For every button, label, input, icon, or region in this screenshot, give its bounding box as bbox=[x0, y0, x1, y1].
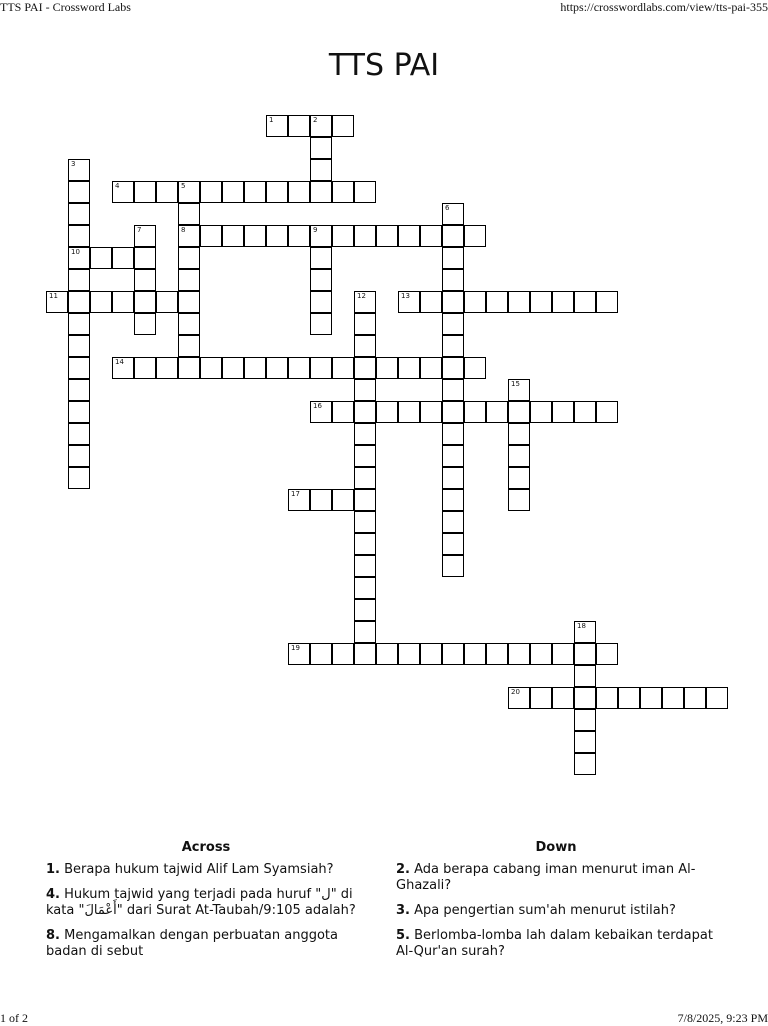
crossword-cell[interactable] bbox=[134, 313, 156, 335]
crossword-cell[interactable] bbox=[200, 181, 222, 203]
crossword-cell[interactable] bbox=[354, 423, 376, 445]
clue-number-label: 14 bbox=[115, 358, 124, 366]
crossword-cell[interactable] bbox=[508, 291, 530, 313]
crossword-cell[interactable] bbox=[244, 225, 266, 247]
crossword-cell[interactable] bbox=[508, 401, 530, 423]
clue-text: Berapa hukum tajwid Alif Lam Syamsiah? bbox=[64, 862, 334, 877]
crossword-cell[interactable] bbox=[442, 401, 464, 423]
crossword-cell[interactable] bbox=[354, 445, 376, 467]
crossword-cell[interactable] bbox=[442, 203, 464, 225]
crossword-cell[interactable] bbox=[420, 401, 442, 423]
crossword-cell[interactable] bbox=[332, 357, 354, 379]
crossword-cell[interactable] bbox=[156, 181, 178, 203]
crossword-cell[interactable] bbox=[464, 643, 486, 665]
crossword-cell[interactable] bbox=[68, 203, 90, 225]
crossword-cell[interactable] bbox=[178, 291, 200, 313]
clue-number-label: 6 bbox=[445, 204, 450, 212]
crossword-cell[interactable] bbox=[618, 687, 640, 709]
crossword-cell[interactable] bbox=[178, 225, 200, 247]
crossword-cell[interactable] bbox=[464, 401, 486, 423]
page-url[interactable]: https://crosswordlabs.com/view/tts-pai-355 bbox=[560, 0, 768, 14]
crossword-cell[interactable] bbox=[310, 401, 332, 423]
crossword-cell[interactable] bbox=[134, 357, 156, 379]
crossword-cell[interactable] bbox=[398, 225, 420, 247]
crossword-cell[interactable] bbox=[354, 599, 376, 621]
crossword-cell[interactable] bbox=[288, 489, 310, 511]
crossword-cell[interactable] bbox=[222, 181, 244, 203]
crossword-cell[interactable] bbox=[332, 181, 354, 203]
crossword-cell[interactable] bbox=[178, 247, 200, 269]
crossword-cell[interactable] bbox=[156, 291, 178, 313]
crossword-cell[interactable] bbox=[222, 357, 244, 379]
crossword-cell[interactable] bbox=[530, 687, 552, 709]
crossword-cell[interactable] bbox=[574, 621, 596, 643]
crossword-cell[interactable] bbox=[68, 291, 90, 313]
clue-number-label: 3 bbox=[71, 160, 76, 168]
crossword-cell[interactable] bbox=[398, 643, 420, 665]
crossword-cell[interactable] bbox=[68, 269, 90, 291]
crossword-cell[interactable] bbox=[68, 423, 90, 445]
clue-number-label: 20 bbox=[511, 688, 520, 696]
crossword-cell[interactable] bbox=[442, 225, 464, 247]
crossword-cell[interactable] bbox=[354, 181, 376, 203]
crossword-cell[interactable] bbox=[596, 401, 618, 423]
crossword-cell[interactable] bbox=[332, 225, 354, 247]
crossword-cell[interactable] bbox=[354, 379, 376, 401]
crossword-cell[interactable] bbox=[68, 335, 90, 357]
crossword-cell[interactable] bbox=[310, 489, 332, 511]
clue-number-label: 12 bbox=[357, 292, 366, 300]
puzzle-title: TTS PAI bbox=[328, 48, 440, 83]
crossword-cell[interactable] bbox=[354, 313, 376, 335]
crossword-cell[interactable] bbox=[552, 687, 574, 709]
crossword-cell[interactable] bbox=[134, 247, 156, 269]
clue-number-label: 7 bbox=[137, 226, 142, 234]
crossword-cell[interactable] bbox=[574, 753, 596, 775]
crossword-cell[interactable] bbox=[68, 181, 90, 203]
crossword-cell[interactable] bbox=[134, 291, 156, 313]
crossword-cell[interactable] bbox=[464, 291, 486, 313]
crossword-cell[interactable] bbox=[200, 357, 222, 379]
crossword-cell[interactable] bbox=[178, 313, 200, 335]
crossword-cell[interactable] bbox=[508, 379, 530, 401]
crossword-cell[interactable] bbox=[332, 489, 354, 511]
crossword-cell[interactable] bbox=[288, 225, 310, 247]
crossword-cell[interactable] bbox=[442, 445, 464, 467]
across-heading: Across bbox=[181, 840, 231, 855]
crossword-cell[interactable] bbox=[354, 577, 376, 599]
clue-number-label: 17 bbox=[291, 490, 300, 498]
crossword-cell[interactable] bbox=[552, 401, 574, 423]
crossword-cell[interactable] bbox=[420, 643, 442, 665]
page-title-header: TTS PAI - Crossword Labs bbox=[0, 0, 131, 14]
crossword-cell[interactable] bbox=[508, 467, 530, 489]
crossword-cell[interactable] bbox=[354, 335, 376, 357]
clue-number-label: 11 bbox=[49, 292, 58, 300]
crossword-cell[interactable] bbox=[442, 335, 464, 357]
crossword-cell[interactable] bbox=[310, 313, 332, 335]
crossword-cell[interactable] bbox=[508, 687, 530, 709]
clue-number: 3. bbox=[396, 903, 410, 918]
crossword-cell[interactable] bbox=[112, 181, 134, 203]
crossword-cell[interactable] bbox=[420, 225, 442, 247]
crossword-cell[interactable] bbox=[442, 291, 464, 313]
crossword-cell[interactable] bbox=[354, 489, 376, 511]
crossword-cell[interactable] bbox=[288, 643, 310, 665]
crossword-cell[interactable] bbox=[354, 291, 376, 313]
crossword-cell[interactable] bbox=[442, 555, 464, 577]
crossword-cell[interactable] bbox=[508, 643, 530, 665]
across-clues bbox=[46, 840, 366, 969]
clue-number-label: 15 bbox=[511, 380, 520, 388]
crossword-cell[interactable] bbox=[354, 533, 376, 555]
crossword-cell[interactable] bbox=[310, 357, 332, 379]
clue-down-2 bbox=[396, 862, 716, 894]
crossword-cell[interactable] bbox=[266, 181, 288, 203]
crossword-cell[interactable] bbox=[354, 467, 376, 489]
crossword-cell[interactable] bbox=[68, 313, 90, 335]
print-timestamp: 7/8/2025, 9:23 PM bbox=[677, 1011, 768, 1025]
crossword-cell[interactable] bbox=[112, 247, 134, 269]
crossword-cell[interactable] bbox=[288, 115, 310, 137]
crossword-cell[interactable] bbox=[68, 379, 90, 401]
crossword-cell[interactable] bbox=[464, 357, 486, 379]
crossword-cell[interactable] bbox=[420, 357, 442, 379]
crossword-cell[interactable] bbox=[486, 643, 508, 665]
crossword-cell[interactable] bbox=[442, 423, 464, 445]
clue-number-label: 19 bbox=[291, 644, 300, 652]
clue-number-label: 1 bbox=[269, 116, 274, 124]
crossword-cell[interactable] bbox=[552, 643, 574, 665]
crossword-cell[interactable] bbox=[596, 687, 618, 709]
crossword-cell[interactable] bbox=[596, 643, 618, 665]
clue-number-label: 16 bbox=[313, 402, 322, 410]
crossword-cell[interactable] bbox=[156, 357, 178, 379]
crossword-cell[interactable] bbox=[574, 731, 596, 753]
crossword-cell[interactable] bbox=[640, 687, 662, 709]
crossword-cell[interactable] bbox=[68, 159, 90, 181]
crossword-cell[interactable] bbox=[68, 401, 90, 423]
crossword-cell[interactable] bbox=[354, 401, 376, 423]
clue-number-label: 13 bbox=[401, 292, 410, 300]
crossword-cell[interactable] bbox=[90, 247, 112, 269]
crossword-cell[interactable] bbox=[310, 225, 332, 247]
crossword-cell[interactable] bbox=[310, 247, 332, 269]
crossword-cell[interactable] bbox=[46, 291, 68, 313]
crossword-cell[interactable] bbox=[376, 225, 398, 247]
crossword-cell[interactable] bbox=[376, 643, 398, 665]
crossword-cell[interactable] bbox=[310, 159, 332, 181]
clue-number: 1. bbox=[46, 862, 60, 877]
clue-text: Berlomba-lomba lah dalam kebaikan terdapat Al-Qur'an surah? bbox=[396, 928, 713, 959]
crossword-cell[interactable] bbox=[354, 357, 376, 379]
crossword-cell[interactable] bbox=[288, 181, 310, 203]
crossword-cell[interactable] bbox=[442, 489, 464, 511]
crossword-cell[interactable] bbox=[68, 225, 90, 247]
crossword-cell[interactable] bbox=[134, 269, 156, 291]
crossword-cell[interactable] bbox=[442, 643, 464, 665]
crossword-cell[interactable] bbox=[552, 291, 574, 313]
crossword-cell[interactable] bbox=[178, 357, 200, 379]
crossword-cell[interactable] bbox=[464, 225, 486, 247]
crossword-cell[interactable] bbox=[354, 621, 376, 643]
crossword-cell[interactable] bbox=[398, 401, 420, 423]
crossword-cell[interactable] bbox=[90, 291, 112, 313]
crossword-cell[interactable] bbox=[178, 335, 200, 357]
crossword-cell[interactable] bbox=[244, 181, 266, 203]
crossword-cell[interactable] bbox=[310, 115, 332, 137]
crossword-cell[interactable] bbox=[310, 291, 332, 313]
crossword-cell[interactable] bbox=[442, 379, 464, 401]
crossword-cell[interactable] bbox=[398, 291, 420, 313]
crossword-cell[interactable] bbox=[112, 357, 134, 379]
clue-number-label: 18 bbox=[577, 622, 586, 630]
crossword-cell[interactable] bbox=[574, 665, 596, 687]
crossword-cell[interactable] bbox=[354, 643, 376, 665]
crossword-cell[interactable] bbox=[508, 489, 530, 511]
clue-number-label: 10 bbox=[71, 248, 80, 256]
crossword-cell[interactable] bbox=[68, 467, 90, 489]
crossword-cell[interactable] bbox=[508, 445, 530, 467]
clue-number-label: 9 bbox=[313, 226, 318, 234]
crossword-cell[interactable] bbox=[442, 533, 464, 555]
crossword-cell[interactable] bbox=[486, 401, 508, 423]
crossword-cell[interactable] bbox=[68, 247, 90, 269]
crossword-cell[interactable] bbox=[222, 225, 244, 247]
clue-across-4 bbox=[46, 887, 366, 919]
crossword-cell[interactable] bbox=[288, 357, 310, 379]
clue-number-label: 5 bbox=[181, 182, 186, 190]
clue-text: Hukum tajwid yang terjadi pada huruf "ل" di kata "أَعْمَالَ" dari Surat At-Taubah/9:105 adalah? bbox=[46, 887, 356, 918]
crossword-cell[interactable] bbox=[310, 181, 332, 203]
crossword-cell[interactable] bbox=[684, 687, 706, 709]
crossword-cell[interactable] bbox=[134, 225, 156, 247]
crossword-cell[interactable] bbox=[530, 643, 552, 665]
crossword-cell[interactable] bbox=[596, 291, 618, 313]
crossword-cell[interactable] bbox=[134, 181, 156, 203]
crossword-cell[interactable] bbox=[68, 445, 90, 467]
crossword-cell[interactable] bbox=[178, 181, 200, 203]
crossword-cell[interactable] bbox=[398, 357, 420, 379]
down-heading: Down bbox=[535, 840, 577, 855]
crossword-cell[interactable] bbox=[244, 357, 266, 379]
crossword-cell[interactable] bbox=[376, 357, 398, 379]
crossword-cell[interactable] bbox=[112, 291, 134, 313]
crossword-cell[interactable] bbox=[420, 291, 442, 313]
crossword-cell[interactable] bbox=[442, 313, 464, 335]
clue-text: Apa pengertian sum'ah menurut istilah? bbox=[414, 903, 676, 918]
crossword-cell[interactable] bbox=[310, 269, 332, 291]
crossword-cell[interactable] bbox=[266, 225, 288, 247]
clue-number-label: 8 bbox=[181, 226, 186, 234]
crossword-cell[interactable] bbox=[574, 643, 596, 665]
crossword-cell[interactable] bbox=[508, 423, 530, 445]
crossword-cell[interactable] bbox=[332, 643, 354, 665]
crossword-cell[interactable] bbox=[706, 687, 728, 709]
crossword-cell[interactable] bbox=[442, 357, 464, 379]
clue-number: 8. bbox=[46, 928, 60, 943]
crossword-cell[interactable] bbox=[266, 115, 288, 137]
crossword-cell[interactable] bbox=[574, 291, 596, 313]
crossword-cell[interactable] bbox=[376, 401, 398, 423]
crossword-cell[interactable] bbox=[442, 511, 464, 533]
clue-text: Mengamalkan dengan perbuatan anggota badan di sebut bbox=[46, 928, 338, 959]
clue-number: 5. bbox=[396, 928, 410, 943]
clue-number-label: 2 bbox=[313, 116, 318, 124]
crossword-cell[interactable] bbox=[310, 137, 332, 159]
crossword-cell[interactable] bbox=[332, 401, 354, 423]
clue-down-3 bbox=[396, 903, 716, 919]
clue-number: 4. bbox=[46, 887, 60, 902]
crossword-cell[interactable] bbox=[178, 269, 200, 291]
crossword-cell[interactable] bbox=[442, 269, 464, 291]
clue-text: Ada berapa cabang iman menurut iman Al-Ghazali? bbox=[396, 862, 696, 893]
crossword-cell[interactable] bbox=[332, 115, 354, 137]
crossword-cell[interactable] bbox=[486, 291, 508, 313]
crossword-cell[interactable] bbox=[310, 643, 332, 665]
crossword-cell[interactable] bbox=[442, 467, 464, 489]
clue-number: 2. bbox=[396, 862, 410, 877]
crossword-cell[interactable] bbox=[530, 291, 552, 313]
clue-across-8 bbox=[46, 928, 366, 960]
crossword-cell[interactable] bbox=[442, 247, 464, 269]
crossword-cell[interactable] bbox=[574, 709, 596, 731]
crossword-cell[interactable] bbox=[530, 401, 552, 423]
page-counter: 1 of 2 bbox=[0, 1011, 28, 1025]
crossword-cell[interactable] bbox=[178, 203, 200, 225]
clue-number-label: 4 bbox=[115, 182, 120, 190]
clue-down-5 bbox=[396, 928, 716, 960]
crossword-cell[interactable] bbox=[266, 357, 288, 379]
crossword-cell[interactable] bbox=[662, 687, 684, 709]
down-clues bbox=[396, 840, 716, 969]
crossword-cell[interactable] bbox=[574, 687, 596, 709]
clue-across-1 bbox=[46, 862, 366, 878]
crossword-cell[interactable] bbox=[68, 357, 90, 379]
crossword-cell[interactable] bbox=[354, 555, 376, 577]
crossword-cell[interactable] bbox=[354, 225, 376, 247]
crossword-cell[interactable] bbox=[574, 401, 596, 423]
crossword-cell[interactable] bbox=[354, 511, 376, 533]
crossword-cell[interactable] bbox=[200, 225, 222, 247]
